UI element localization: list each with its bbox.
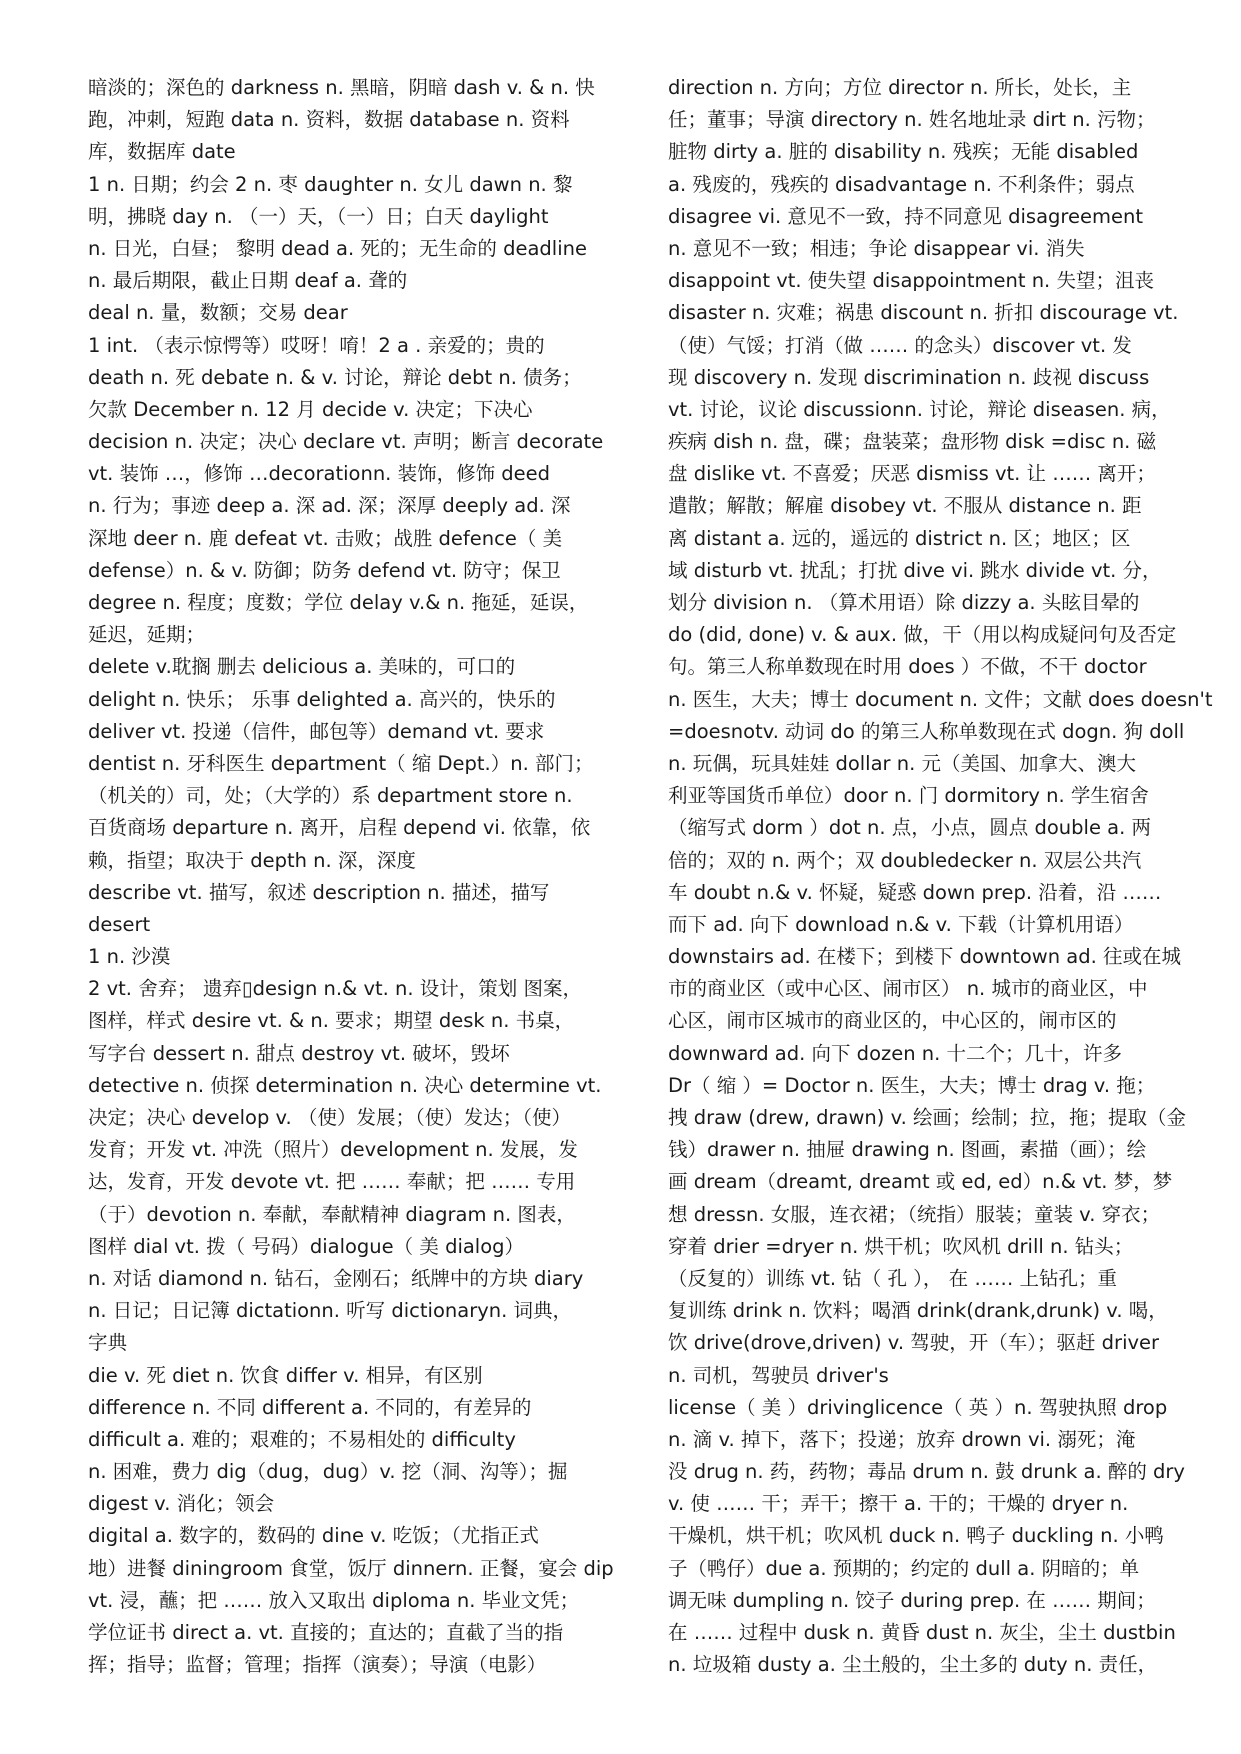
text-line: do (did, done) v. & aux. 做，干（用以构成疑问句及否定 — [668, 623, 1177, 647]
text-line: downstairs ad. 在楼下；到楼下 downtown ad. 往或在城 — [668, 945, 1182, 969]
text-line: 深地 deer n. 鹿 defeat vt. 击败；战胜 defence（ 美 — [88, 526, 563, 550]
text-line: 遣散；解散；解雇 disobey vt. 不服从 distance n. 距 — [668, 494, 1142, 518]
text-line: 句。第三人称单数现在时用 does ）不做，不干 doctor — [668, 655, 1147, 679]
text-line: disaster n. 灾难；祸患 discount n. 折扣 discourage vt. — [668, 301, 1179, 325]
text-line: 延迟，延期； — [88, 623, 206, 647]
text-line: describe vt. 描写，叙述 description n. 描述，描写 — [88, 880, 550, 904]
left-column — [88, 72, 658, 1681]
text-line: 图样 dial vt. 拨（ 号码）dialogue（ 美 dialog） — [88, 1234, 525, 1258]
text-line: 百货商场 departure n. 离开，启程 depend vi. 依靠，依 — [88, 816, 591, 840]
text-line: 心区，闹市区城市的商业区的，中心区的，闹市区的 — [668, 1009, 1117, 1033]
text-line: 现 discovery n. 发现 discrimination n. 歧视 discuss — [668, 365, 1150, 389]
text-line: 市的商业区（或中心区、闹市区） n. 城市的商业区，中 — [668, 977, 1148, 1001]
text-line: 脏物 dirty a. 脏的 disability n. 残疾；无能 disabled — [668, 140, 1139, 164]
text-line: degree n. 程度；度数；学位 delay v.& n. 拖延，延误， — [88, 591, 589, 614]
text-line: n. 司机，驾驶员 driver's — [668, 1363, 889, 1387]
text-line: 疾病 dish n. 盘，碟；盘装菜；盘形物 disk =disc n. 磁 — [668, 430, 1157, 454]
text-line: delight n. 快乐； 乐事 delighted a. 高兴的，快乐的 — [88, 687, 556, 711]
text-line: vt. 讨论，议论 discussionn. 讨论，辩论 diseasen. 病， — [668, 397, 1171, 421]
text-line: 写字台 dessert n. 甜点 destroy vt. 破坏，毁坏 — [88, 1041, 510, 1065]
text-line: n. 困难，费力 dig（dug，dug）v. 挖（洞、沟等）；掘 — [88, 1460, 568, 1484]
text-line: dentist n. 牙科医生 department（ 缩 Dept.）n. 部门； — [88, 751, 594, 775]
text-line: 达，发育，开发 devote vt. 把 …… 奉献；把 …… 专用 — [88, 1170, 576, 1194]
text-line: 盘 dislike vt. 不喜爱；厌恶 dismiss vt. 让 …… 离开； — [668, 462, 1156, 486]
text-line: 2 vt. 舍弃； 遗弃▯design n.& vt. n. 设计，策划 图案， — [88, 977, 583, 1001]
text-line: v. 使 …… 干；弄干；擦干 a. 干的；干燥的 dryer n. — [668, 1492, 1129, 1516]
text-line: 明，拂晓 day n. （一）天，（一）日；白天 daylight — [88, 204, 549, 228]
text-line: 域 disturb vt. 扰乱；打扰 dive vi. 跳水 divide vt. 分， — [668, 558, 1162, 582]
text-line: 复训练 drink n. 饮料；喝酒 drink(drank,drunk) v. 喝， — [668, 1299, 1168, 1323]
text-line: （使）气馁；打消（做 …… 的念头）discover vt. 发 — [668, 333, 1132, 357]
text-line: 暗淡的；深色的 darkness n. 黑暗，阴暗 dash v. & n. 快 — [88, 76, 595, 99]
text-line: deliver vt. 投递（信件，邮包等）demand vt. 要求 — [88, 719, 545, 743]
text-line: digest v. 消化；领会 — [88, 1492, 275, 1516]
text-line: 发育；开发 vt. 冲洗（照片）development n. 发展，发 — [88, 1138, 578, 1162]
text-line: 库，数据库 date — [88, 140, 236, 164]
text-line: 利亚等国货币单位）door n. 门 dormitory n. 学生宿舍 — [668, 784, 1149, 808]
text-line: n. 意见不一致；相违；争论 disappear vi. 消失 — [668, 236, 1085, 260]
text-line: delete v.耽搁 删去 delicious a. 美味的，可口的 — [88, 655, 516, 679]
text-line: downward ad. 向下 dozen n. 十二个；几十，许多 — [668, 1041, 1123, 1065]
text-line: n. 日记；日记簿 dictationn. 听写 dictionaryn. 词典， — [88, 1299, 573, 1323]
text-line: defense）n. & v. 防御；防务 defend vt. 防守；保卫 — [88, 558, 561, 582]
text-line: 1 int. （表示惊愕等）哎呀！唷！2 a . 亲爱的；贵的 — [88, 333, 545, 357]
text-line: 1 n. 日期；约会 2 n. 枣 daughter n. 女儿 dawn n. 黎 — [88, 172, 573, 196]
text-line: （缩写式 dorm ）dot n. 点，小点，圆点 double a. 两 — [668, 816, 1151, 840]
text-line: 想 dressn. 女服，连衣裙；（统指）服装；童装 v. 穿衣； — [668, 1202, 1161, 1226]
text-line: 子（鸭仔）due a. 预期的；约定的 dull a. 阴暗的；单 — [668, 1556, 1140, 1580]
text-line: 跑，冲刺，短跑 data n. 资料，数据 database n. 资料 — [88, 108, 570, 132]
text-line: digital a. 数字的，数码的 dine v. 吃饭；（尤指正式 — [88, 1524, 539, 1548]
text-line: 字典 — [88, 1331, 128, 1355]
text-line: n. 对话 diamond n. 钻石，金刚石；纸牌中的方块 diary — [88, 1266, 584, 1290]
text-line: 拽 draw (drew, drawn) v. 绘画；绘制；拉，拖；提取（金 — [668, 1106, 1186, 1129]
text-line: 挥；指导；监督；管理；指挥（演奏）；导演（电影） — [88, 1653, 547, 1677]
text-line: disappoint vt. 使失望 disappointment n. 失望；沮丧 — [668, 269, 1154, 293]
text-line: difficult a. 难的；艰难的；不易相处的 difficulty — [88, 1427, 516, 1451]
text-line: deal n. 量，数额；交易 dear — [88, 301, 348, 325]
text-line: 学位证书 direct a. vt. 直接的；直达的；直截了当的指 — [88, 1621, 564, 1644]
text-line: detective n. 侦探 determination n. 决心 determine vt. — [88, 1073, 602, 1097]
text-line: die v. 死 diet n. 饮食 differ v. 相异，有区别 — [88, 1363, 483, 1387]
text-line: vt. 装饰 …，修饰 …decorationn. 装饰，修饰 deed — [88, 462, 551, 486]
text-line: 没 drug n. 药，药物；毒品 drum n. 鼓 drunk a. 醉的 dry — [668, 1460, 1185, 1484]
text-line: （反复的）训练 vt. 钻（ 孔 ）， 在 …… 上钻孔；重 — [668, 1266, 1118, 1290]
text-line: n. 医生，大夫；博士 document n. 文件；文献 does doesn't — [668, 687, 1213, 711]
text-line: 而下 ad. 向下 download n.& v. 下载（计算机用语） — [668, 912, 1134, 936]
text-line: 赖，指望；取决于 depth n. 深，深度 — [88, 848, 416, 872]
text-line: decision n. 决定；决心 declare vt. 声明；断言 decorate — [88, 430, 604, 454]
text-line: （机关的）司，处；（大学的）系 department store n. — [88, 784, 573, 808]
text-line: （于）devotion n. 奉献，奉献精神 diagram n. 图表， — [88, 1202, 576, 1226]
text-line: direction n. 方向；方位 director n. 所长，处长，主 — [668, 76, 1132, 99]
text-line: 钱）drawer n. 抽屉 drawing n. 图画，素描（画）；绘 — [668, 1138, 1147, 1162]
text-line: n. 垃圾箱 dusty a. 尘土般的，尘土多的 duty n. 责任， — [668, 1653, 1158, 1677]
text-line: 欠款 December n. 12 月 decide v. 决定；下决心 — [88, 397, 533, 421]
text-line: n. 最后期限，截止日期 deaf a. 聋的 — [88, 269, 408, 293]
text-line: n. 日光，白昼； 黎明 dead a. 死的；无生命的 deadline — [88, 236, 587, 260]
text-line: 画 dream（dreamt, dreamt 或 ed, ed）n.& vt. 梦，梦 — [668, 1170, 1173, 1194]
text-line: n. 玩偶，玩具娃娃 dollar n. 元（美国、加拿大、澳大 — [668, 751, 1137, 775]
text-line: license（ 美 ）drivinglicence（ 英 ）n. 驾驶执照 drop — [668, 1395, 1168, 1419]
text-line: n. 滴 v. 掉下，落下；投递；放弃 drown vi. 溺死；淹 — [668, 1427, 1136, 1451]
text-line: 地）进餐 diningroom 食堂，饭厅 dinnern. 正餐，宴会 dip — [88, 1556, 614, 1580]
text-line: 穿着 drier =dryer n. 烘干机；吹风机 drill n. 钻头； — [668, 1234, 1134, 1258]
text-line: 干燥机，烘干机；吹风机 duck n. 鸭子 duckling n. 小鸭 — [668, 1524, 1164, 1548]
text-line: vt. 浸，蘸；把 …… 放入又取出 diploma n. 毕业文凭； — [88, 1588, 580, 1612]
right-column — [668, 72, 1241, 1681]
text-line: disagree vi. 意见不一致，持不同意见 disagreement — [668, 204, 1143, 228]
text-line: 饮 drive(drove,driven) v. 驾驶，开（车）；驱赶 driver — [668, 1331, 1160, 1355]
text-line: 决定；决心 develop v. （使）发展；（使）发达；（使） — [88, 1106, 571, 1129]
text-line: 在 …… 过程中 dusk n. 黄昏 dust n. 灰尘，尘土 dustbin — [668, 1621, 1176, 1644]
text-line: a. 残废的，残疾的 disadvantage n. 不利条件；弱点 — [668, 172, 1135, 196]
text-line: 离 distant a. 远的，遥远的 district n. 区；地区；区 — [668, 526, 1131, 550]
text-line: desert — [88, 912, 151, 936]
text-line: n. 行为；事迹 deep a. 深 ad. 深；深厚 deeply ad. 深 — [88, 494, 571, 518]
text-line: 任；董事；导演 directory n. 姓名地址录 dirt n. 污物； — [668, 108, 1156, 132]
text-line: =doesnotv. 动词 do 的第三人称单数现在式 dogn. 狗 doll — [668, 719, 1185, 743]
text-line: 车 doubt n.& v. 怀疑，疑惑 down prep. 沿着，沿 …… — [668, 880, 1162, 904]
text-line: 划分 division n. （算术用语）除 dizzy a. 头眩目晕的 — [668, 591, 1140, 614]
text-line: 倍的；双的 n. 两个；双 doubledecker n. 双层公共汽 — [668, 848, 1142, 872]
text-line: death n. 死 debate n. & v. 讨论，辩论 debt n. 债务； — [88, 365, 582, 389]
text-line: Dr（ 缩 ）= Doctor n. 医生，大夫；博士 drag v. 拖； — [668, 1073, 1156, 1097]
text-line: 图样，样式 desire vt. & n. 要求；期望 desk n. 书桌， — [88, 1009, 575, 1033]
text-line: 1 n. 沙漠 — [88, 945, 171, 969]
text-line: difference n. 不同 different a. 不同的，有差异的 — [88, 1395, 532, 1419]
text-line: 调无味 dumpling n. 饺子 during prep. 在 …… 期间； — [668, 1588, 1156, 1612]
